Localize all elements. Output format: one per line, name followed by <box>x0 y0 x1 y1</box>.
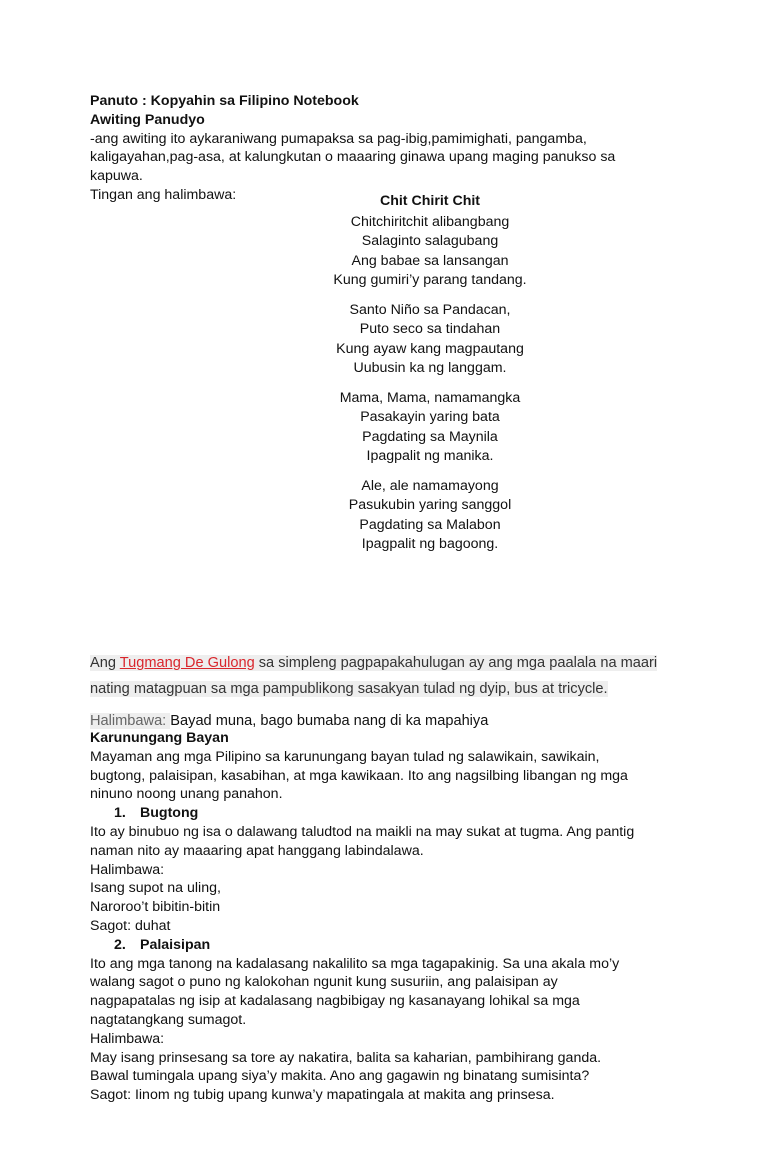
karunungang-bayan-section <box>90 729 690 1105</box>
bugtong-title: Bugtong <box>140 805 199 822</box>
poem-stanza <box>268 213 592 291</box>
palaisipan-line: nagtatangkang sumagot. <box>90 1011 247 1028</box>
poem-line: Ipagpalit ng manika. <box>366 448 494 464</box>
poem-line: Pagdating sa Malabon <box>359 516 501 533</box>
poem-line: Ale, ale namamayong <box>361 477 499 494</box>
poem-line: Salaginto salagubang <box>361 233 499 249</box>
document-body <box>90 92 690 205</box>
poem-line: Ang babae sa lansangan <box>351 252 509 269</box>
bugtong-heading <box>90 804 690 823</box>
karunungan-line: bugtong, palaisipan, kasabihan, at mga kawikaan. Ito ang nagsilbing libangan ng mga <box>90 767 628 784</box>
poem-line: Mama, Mama, namamangka <box>339 389 521 406</box>
poem-line: Chitchiritchit alibangbang <box>350 213 510 230</box>
poem-line: Santo Niño sa Pandacan, <box>349 301 511 318</box>
definition-line: -ang awiting ito aykaraniwang pumapaksa sa pag-ibig,pamimighati, pangamba, <box>90 130 587 147</box>
palaisipan-line: nagpapatalas ng isip at kadalasang nagbibigay ng kasanayang lohikal sa mga <box>90 993 580 1010</box>
poem-stanza <box>268 301 592 379</box>
example-intro: Tingan ang halimbawa: <box>90 186 237 203</box>
palaisipan-line: walang sagot o puno ng kalokohan ngunit kung susuriin, ang palaisipan ay <box>90 974 558 991</box>
poem-line: Kung ayaw kang magpautang <box>336 340 524 357</box>
tugmang-example-text: Bayad muna, bago bumaba nang di ka mapahiya <box>170 713 489 729</box>
poem-stanza <box>268 477 592 555</box>
poem-line: Pasukubin yaring sanggol <box>348 497 512 513</box>
palaisipan-title: Palaisipan <box>140 936 211 953</box>
poem-title: Chit Chirit Chit <box>379 193 481 209</box>
tugmang-text: sa simpleng pagpapakahulugan ay ang mga paalala na maari <box>254 655 658 671</box>
poem-stanza <box>268 389 592 467</box>
poem-line: Puto seco sa tindahan <box>359 321 501 337</box>
palaisipan-line: Bawal tumingala upang siya’y makita. Ano ang gagawin ng binatang sumisinta? <box>90 1068 590 1085</box>
section-title-karunungang-bayan: Karunungang Bayan <box>90 730 229 746</box>
palaisipan-answer: Sagot: Iinom ng tubig upang kunwa’y mapatingala at makita ang prinsesa. <box>90 1087 555 1104</box>
palaisipan-line: Ito ang mga tanong na kadalasang nakalilito sa mga tagapakinig. Sa una akala mo’y <box>90 955 620 972</box>
bugtong-line: Halimbawa: <box>90 861 165 878</box>
palaisipan-line: May isang prinsesang sa tore ay nakatira, balita sa kaharian, pambihirang ganda. <box>90 1049 602 1066</box>
tugmang-paragraph <box>90 650 690 734</box>
palaisipan-line: Halimbawa: <box>90 1030 165 1047</box>
karunungan-line: ninuno noong unang panahon. <box>90 786 283 803</box>
bugtong-line: Naroroo’t bibitin-bitin <box>90 899 221 916</box>
bugtong-line: Isang supot na uling, <box>90 880 221 897</box>
bugtong-answer: Sagot: duhat <box>90 917 171 934</box>
definition-line: kaligayahan,pag-asa, at kalungkutan o maaaring ginawa upang maging panukso sa <box>90 149 616 166</box>
karunungan-line: Mayaman ang mga Pilipino sa karunungang bayan tulad ng salawikain, sawikain, <box>90 748 600 765</box>
tugmang-text: nating matagpuan sa mga pampublikong sasakyan tulad ng dyip, bus at tricycle. <box>90 681 608 697</box>
poem-line: Pasakayin yaring bata <box>360 409 500 425</box>
poem-line: Uubusin ka ng langgam. <box>353 360 507 376</box>
bugtong-line: Ito ay binubuo ng isa o dalawang taludtod na maikli na may sukat at tugma. Ang pantig <box>90 823 635 840</box>
tugmang-example-label: Halimbawa: <box>90 713 171 729</box>
instruction-heading: Panuto : Kopyahin sa Filipino Notebook <box>90 93 359 109</box>
palaisipan-number: 2. <box>114 936 126 953</box>
section-title-awiting-panudyo: Awiting Panudyo <box>90 111 205 128</box>
definition-line: kapuwa. <box>90 168 143 185</box>
poem-line: Ipagpalit ng bagoong. <box>361 536 499 552</box>
tugmang-prefix: Ang <box>90 655 120 671</box>
bugtong-line: naman nito ay maaaring apat hanggang labindalawa. <box>90 842 424 859</box>
tugmang-de-gulong-link[interactable]: Tugmang De Gulong <box>119 655 255 671</box>
bugtong-number: 1. <box>114 805 126 822</box>
poem-line: Kung gumiri’y parang tandang. <box>333 272 527 288</box>
poem <box>268 192 592 565</box>
poem-line: Pagdating sa Maynila <box>362 428 498 445</box>
palaisipan-heading <box>90 936 690 955</box>
